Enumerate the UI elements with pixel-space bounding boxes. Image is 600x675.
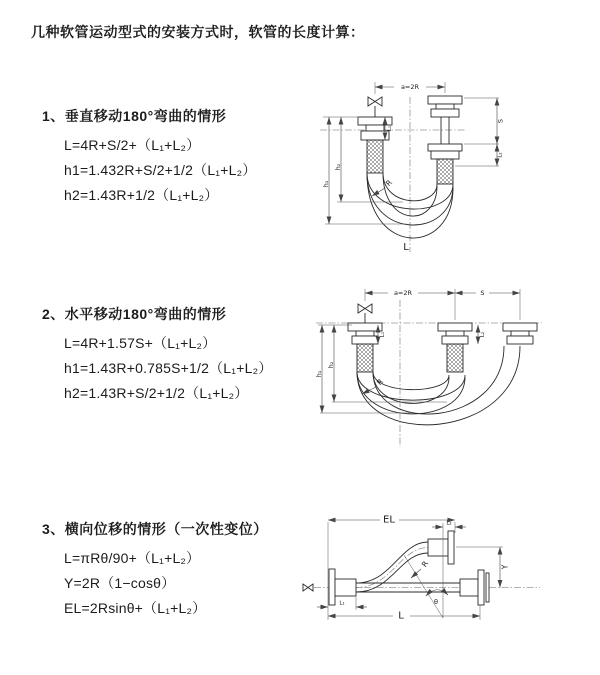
braided-hose-section bbox=[357, 344, 373, 372]
page-title: 几种软管运动型式的安装方式时，软管的长度计算： bbox=[31, 24, 365, 40]
formula-line: L=4R+S/2+（L₁+L₂） bbox=[64, 137, 201, 153]
d2-label-s: S bbox=[480, 289, 485, 297]
valve-icon bbox=[358, 304, 372, 313]
d1-label-a2r: a=2R bbox=[400, 83, 420, 91]
d3-radius-leader bbox=[411, 559, 430, 578]
d2-pipe-3 bbox=[503, 323, 537, 344]
diagram-lateral-displacement bbox=[300, 503, 600, 663]
d1-label-r: R bbox=[383, 177, 395, 189]
d1-dim-s bbox=[464, 98, 505, 144]
d1-dim-a2r bbox=[375, 82, 445, 94]
braided-hose-section bbox=[437, 159, 453, 184]
d3-label-el: EL bbox=[383, 514, 395, 526]
section-3 bbox=[42, 519, 268, 621]
d3-hose-curve bbox=[356, 542, 431, 592]
d3-lower-right-flange bbox=[460, 570, 489, 605]
d2-dim-a2r bbox=[365, 289, 455, 320]
formula-line: L=πRθ/90+（L₁+L₂） bbox=[64, 550, 201, 566]
section-3-formulas bbox=[42, 546, 268, 621]
d3-dim-l bbox=[328, 605, 480, 622]
d2-pipe-1 bbox=[348, 304, 382, 372]
valve-icon bbox=[303, 584, 313, 591]
d1-label-l: L bbox=[403, 242, 409, 253]
d2-label-h1: h₁ bbox=[315, 370, 323, 378]
d2-label-l2: L₂ bbox=[480, 331, 486, 338]
formula-line: EL=2Rsinθ+（L₁+L₂） bbox=[64, 600, 207, 616]
section-3-heading: 3、横向位移的情形（一次性变位） bbox=[42, 521, 268, 537]
diagram-horizontal-180-bend bbox=[312, 282, 600, 462]
d1-label-h2: h₂ bbox=[334, 163, 342, 171]
d2-label-l1: L₁ bbox=[380, 331, 386, 338]
formula-line: Y=2R（1−cosθ） bbox=[64, 575, 176, 591]
section-1-heading: 1、垂直移动180°弯曲的情形 bbox=[42, 108, 227, 124]
d1-left-pipe bbox=[358, 97, 392, 173]
section-2-heading: 2、水平移动180°弯曲的情形 bbox=[42, 306, 227, 322]
formula-line: h2=1.43R+1/2（L₁+L₂） bbox=[64, 187, 219, 203]
d3-label-r: R bbox=[419, 559, 431, 569]
d1-label-l1: L₁ bbox=[387, 125, 393, 132]
formula-line: L=4R+1.57S+（L₁+L₂） bbox=[64, 335, 217, 351]
d3-dim-l1 bbox=[317, 597, 367, 610]
d2-dim-s bbox=[455, 289, 520, 320]
d2-dim-h2 bbox=[327, 325, 447, 402]
braided-hose-section bbox=[367, 140, 383, 173]
section-1 bbox=[42, 106, 256, 208]
d2-label-r: R bbox=[374, 376, 386, 388]
d3-label-l: L bbox=[398, 610, 404, 622]
formula-line: h1=1.43R+0.785S+1/2（L₁+L₂） bbox=[64, 360, 273, 376]
diagram-vertical-180-bend bbox=[315, 72, 585, 257]
d3-label-l1: L₁ bbox=[339, 600, 345, 607]
d2-dim-l2 bbox=[478, 325, 486, 344]
d3-label-theta: θ bbox=[434, 598, 438, 606]
formula-line: h1=1.432R+S/2+1/2（L₁+L₂） bbox=[64, 162, 257, 178]
d1-label-s: S bbox=[496, 118, 505, 124]
section-2 bbox=[42, 304, 272, 406]
braided-hose-section bbox=[447, 344, 463, 372]
d2-pipe-2 bbox=[438, 323, 472, 372]
d2-label-a2r: a=2R bbox=[393, 289, 413, 297]
formula-line: h2=1.43R+S/2+1/2（L₁+L₂） bbox=[64, 385, 249, 401]
valve-icon bbox=[368, 97, 382, 106]
section-1-formulas bbox=[42, 133, 256, 208]
d3-label-l2: L₂ bbox=[446, 520, 452, 527]
d2-label-h2: h₂ bbox=[327, 361, 335, 369]
d3-label-y: Y bbox=[500, 564, 510, 570]
d1-right-pipe bbox=[428, 96, 462, 184]
d1-label-h1: h₁ bbox=[322, 180, 330, 188]
d3-upper-right-flange bbox=[428, 531, 454, 564]
section-2-formulas bbox=[42, 331, 272, 406]
d1-label-l2: L₂ bbox=[497, 152, 504, 158]
